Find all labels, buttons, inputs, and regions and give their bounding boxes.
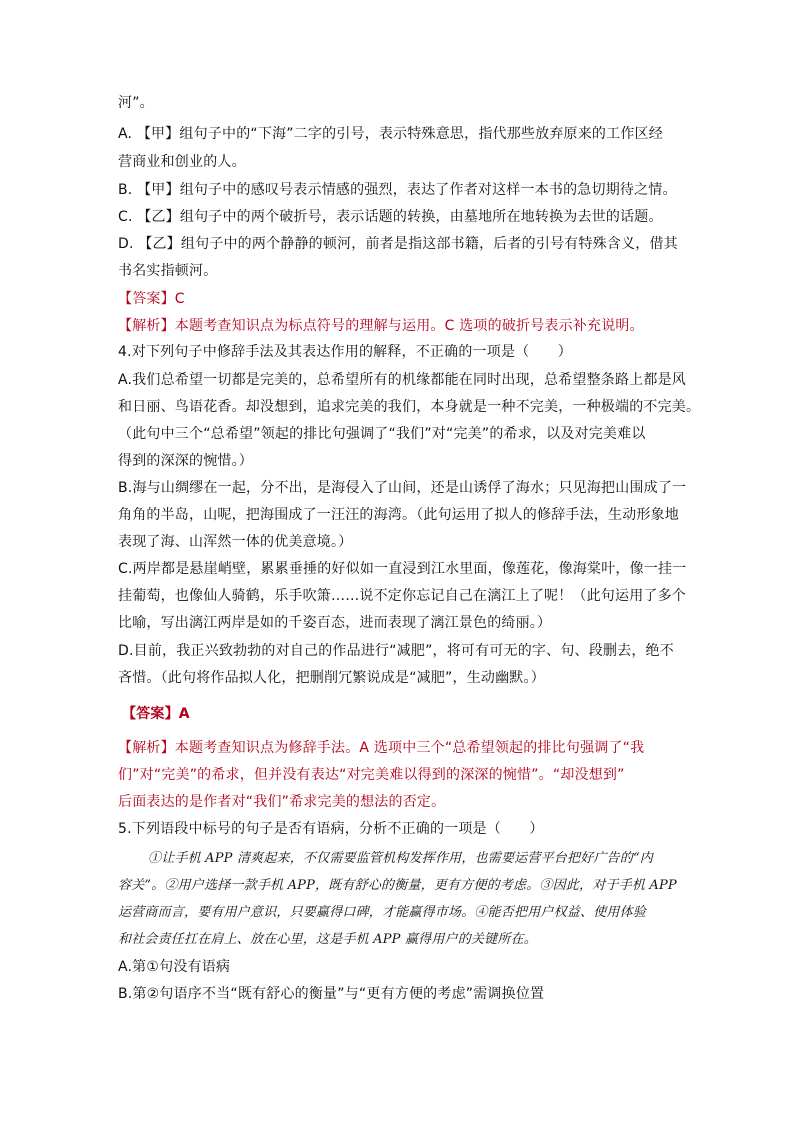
q5-passage-line1: ①让手机 APP 清爽起来，不仅需要监管机构发挥作用，也需要运营平台把好广告的“内	[148, 851, 653, 866]
q5-option-b: B.第②句语序不当“既有舒心的衡量”与“更有方便的考虑”需调换位置	[118, 986, 545, 1002]
q3-continuation-line: 河”。	[118, 95, 154, 111]
q5-option-a: A.第①句没有语病	[118, 959, 231, 975]
q4-option-a-line4: 得到的深深的惋惜。）	[118, 453, 253, 469]
q4-analysis-line2: 们”对“完美”的希求，但并没有表达“对完美难以得到的深深的惋惜”。“却没想到”	[118, 767, 625, 783]
q4-option-c-line1: C.两岸都是悬崖峭壁，累累垂捶的好似如一直浸到江水里面，像莲花，像海棠叶，像一挂一	[118, 561, 687, 577]
q4-option-b-line2: 角角的半岛，山呢，把海围成了一汪汪的海湾。（此句运用了拟人的修辞手法，生动形象地	[118, 507, 679, 523]
q3-option-b: B. 【甲】组句子中的感叹号表示情感的强烈，表达了作者对这样一本书的急切期待之情。	[118, 182, 677, 198]
q4-option-a-line3: （此句中三个“总希望”领起的排比句强调了“我们”对“完美”的希求，以及对完美难以	[118, 426, 646, 442]
q4-option-c-line2: 挂葡萄，也像仙人骑鹤，乐手吹箫……说不定你忘记自己在漓江上了呢！（此句运用了多个	[118, 588, 686, 604]
q4-stem: 4.对下列句子中修辞手法及其表达作用的解释，不正确的一项是（ ）	[118, 344, 572, 360]
q5-passage-line4: 和社会责任扛在肩上、放在心里，这是手机 APP 赢得用户的关键所在。	[118, 932, 537, 947]
q3-answer: 【答案】C	[118, 291, 185, 307]
q4-option-d-line2: 吝惜。（此句将作品拟人化，把删削冗繁说成是“减肥”，生动幽默。）	[118, 670, 545, 686]
q4-answer: 【答案】A	[122, 706, 190, 722]
q5-passage-line3: 运营商而言，要有用户意识，只要赢得口碑，才能赢得市场。④能否把用户权益、使用体验	[118, 905, 647, 920]
q4-option-c-line3: 比喻，写出漓江两岸是如的千姿百态，进而表现了漓江景色的绮丽。）	[118, 615, 552, 631]
q4-option-b-line3: 表现了海、山浑然一体的优美意境。）	[118, 534, 353, 550]
q3-option-a-line2: 营商业和创业的人。	[118, 154, 246, 170]
q4-option-d-line1: D.目前，我正兴致勃勃的对自己的作品进行“减肥”，将可有可无的字、句、段删去，绝不	[118, 643, 674, 659]
q4-analysis-line3: 后面表达的是作者对“我们”希求完美的想法的否定。	[118, 794, 446, 810]
q3-option-c: C. 【乙】组句子中的两个破折号，表示话题的转换，由墓地所在地转换为去世的话题。	[118, 209, 663, 225]
q5-stem: 5.下列语段中标号的句子是否有语病，分析不正确的一项是（ ）	[118, 821, 544, 837]
q3-option-d-line2: 书名实指顿河。	[118, 263, 218, 279]
q5-passage-line2: 容关”。②用户选择一款手机 APP，既有舒心的衡量，更有方便的考虑。③因此，对于手机 APP	[118, 878, 677, 893]
q3-analysis: 【解析】本题考查知识点为标点符号的理解与运用。C 选项的破折号表示补充说明。	[118, 318, 644, 334]
q4-analysis-line1: 【解析】本题考查知识点为修辞手法。A 选项中三个“总希望领起的排比句强调了“我	[118, 740, 645, 756]
q4-option-a-line1: A.我们总希望一切都是完美的，总希望所有的机缘都能在同时出现，总希望整条路上都是风	[118, 372, 686, 388]
q4-option-b-line1: B.海与山绸缪在一起，分不出，是海侵入了山间，还是山诱俘了海水；只见海把山围成了一	[118, 480, 687, 496]
q4-option-a-line2: 和日丽、鸟语花香。却没想到，追求完美的我们，本身就是一种不完美，一种极端的不完美。	[118, 399, 701, 415]
q3-option-a-line1: A. 【甲】组句子中的“下海”二字的引号，表示特殊意思，指代那些放弃原来的工作区经	[118, 126, 663, 142]
q3-option-d-line1: D. 【乙】组句子中的两个静静的顿河，前者是指这部书籍，后者的引号有特殊含义，借其	[118, 236, 678, 252]
